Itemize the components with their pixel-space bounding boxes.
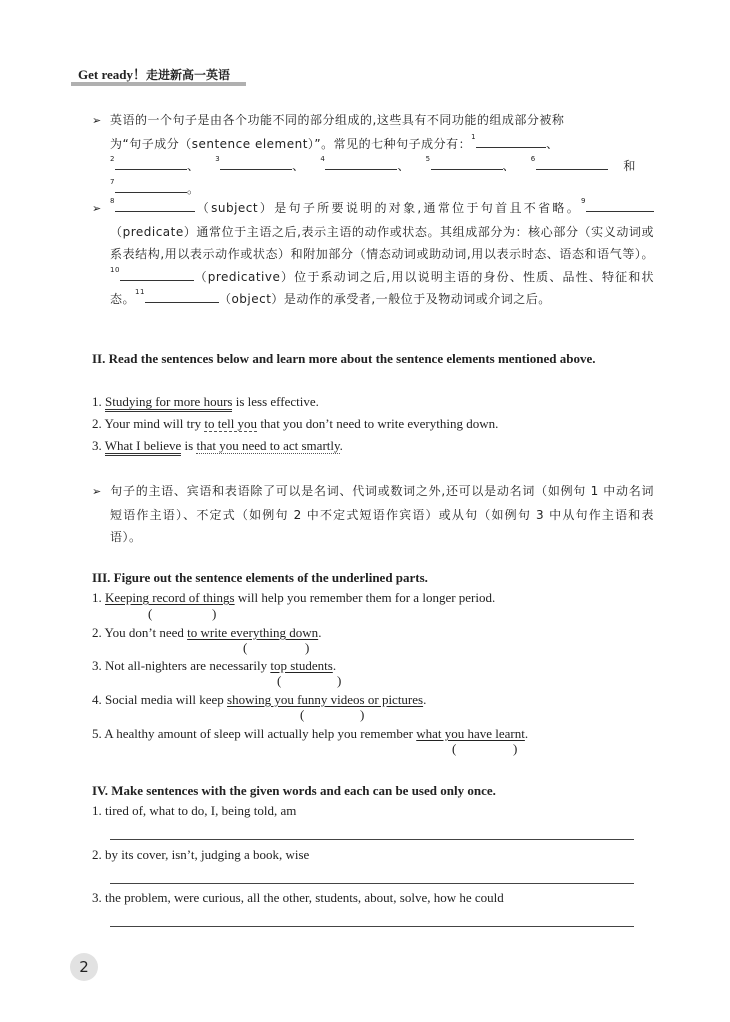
sentence-rest: . <box>524 726 529 741</box>
sentence-rest: that you don’t need to write everything down. <box>257 416 499 431</box>
object-underlined: to tell you <box>204 416 258 431</box>
answer-slot-4[interactable] <box>307 707 357 723</box>
exercise-4-item-3 <box>92 890 504 906</box>
blank-number: 7 <box>110 177 115 186</box>
predicative-underlined: that you need to act smartly <box>196 438 340 453</box>
answer-line-2[interactable] <box>110 883 634 884</box>
blank-number: 1 <box>471 132 477 141</box>
blank-6[interactable] <box>536 155 608 170</box>
blank-1[interactable] <box>476 133 546 148</box>
predicative-definition: （predicative）位于系动词之后,用以说明主语的身份、性质、品性、特征和状态。 <box>110 269 654 306</box>
answer-paren-close: ) <box>305 640 310 655</box>
underlined-part: what you have learnt <box>416 726 525 741</box>
underlined-part: top students <box>270 658 333 673</box>
separator: 、 <box>502 159 516 173</box>
item-number: 1. <box>92 394 102 409</box>
item-number: 1. <box>92 590 102 605</box>
blank-2[interactable] <box>115 155 187 170</box>
definitions-paragraph <box>92 197 654 311</box>
sentence-rest: . <box>339 438 343 453</box>
item-number: 5. <box>92 726 102 741</box>
triangle-bullet-icon: ➢ <box>92 485 102 498</box>
blank-number: 3 <box>215 155 221 163</box>
sentence-rest: is less effective. <box>232 394 319 409</box>
header-title-cn: 走进新高一英语 <box>146 68 231 82</box>
answer-paren-open: ( <box>300 707 305 722</box>
intro-line-1: 英语的一个句子是由各个功能不同的部分组成的,这些具有不同功能的组成部分被称 <box>110 113 565 127</box>
item-number: 3. <box>92 890 102 905</box>
subject-underlined: What I believe <box>105 438 182 456</box>
sentence-rest: will help you remember them for a longer period. <box>234 590 496 605</box>
triangle-bullet-icon: ➢ <box>92 202 102 215</box>
item-number: 3. <box>92 438 102 453</box>
item-number: 1. <box>92 803 102 818</box>
exercise-3-item-5 <box>92 726 528 742</box>
answer-paren-close: ) <box>513 741 518 756</box>
item-number: 2. <box>92 847 102 862</box>
sentence-rest: . <box>423 692 427 707</box>
example-sentence-1 <box>92 394 319 410</box>
intro-line-2: 为“句子成分（sentence element）”。常见的七种句子成分有： <box>110 136 472 151</box>
blank-number: 8 <box>110 197 115 205</box>
item-number: 3. <box>92 658 102 673</box>
answer-paren-open: ( <box>277 673 282 688</box>
underlined-part: Keeping record of things <box>105 590 235 605</box>
example-sentence-3 <box>92 438 343 454</box>
blank-number: 9 <box>581 197 586 205</box>
blank-number: 10 <box>110 265 120 274</box>
subject-underlined: Studying for more hours <box>105 394 232 412</box>
sentence-pre: Social media will keep <box>105 692 228 707</box>
example-sentence-2 <box>92 416 498 432</box>
blank-number: 2 <box>110 155 115 163</box>
predicate-definition: （predicate）通常位于主语之后,表示主语的动作或状态。其组成部分为：核心部分（实义动词或系表结构,用以表示动作或状态）和附加部分（情态动词或助动词,用以表示时态、语态和语气等）。 <box>110 224 654 261</box>
and-word: 和 <box>623 159 636 173</box>
answer-slot-5[interactable] <box>459 741 509 757</box>
object-definition: （object）是动作的承受者,一般位于及物动词或介词之后。 <box>218 292 551 306</box>
underlined-part: showing you funny videos or pictures <box>227 692 424 707</box>
blank-11[interactable] <box>145 288 219 303</box>
section-3-title: III. Figure out the sentence elements of the underlined parts. <box>92 570 428 585</box>
blank-8[interactable] <box>115 197 195 212</box>
blank-4[interactable] <box>325 155 397 170</box>
separator: 、 <box>186 159 200 173</box>
header-title-en: Get ready！ <box>78 67 146 82</box>
answer-paren-open: ( <box>243 640 248 655</box>
note-text: 句子的主语、宾语和表语除了可以是名词、代词或数词之外,还可以是动名词（如例句 1 中动名词短语作主语）、不定式（如例句 2 中不定式短语作宾语）或从句（如例句 3 中从句作主语和表语）。 <box>110 484 654 544</box>
sentence-pre: Not all-nighters are necessarily <box>105 658 271 673</box>
answer-paren-close: ) <box>212 606 217 621</box>
answer-paren-close: ) <box>360 707 365 722</box>
running-header <box>78 64 230 83</box>
exercise-4-item-1 <box>92 803 296 819</box>
triangle-bullet-icon: ➢ <box>92 114 102 127</box>
page-number: 2 <box>70 953 98 981</box>
header-rule <box>71 82 246 86</box>
answer-slot-3[interactable] <box>284 673 334 689</box>
answer-paren-close: ) <box>337 673 342 688</box>
sentence-rest: . <box>332 658 337 673</box>
answer-slot-2[interactable] <box>250 640 302 656</box>
blank-7[interactable] <box>115 178 187 193</box>
answer-slot-1[interactable] <box>155 606 210 622</box>
sentence-rest: . <box>318 625 322 640</box>
section-4-title: IV. Make sentences with the given words and each can be used only once. <box>92 783 496 798</box>
item-number: 2. <box>92 625 102 640</box>
exercise-3-item-4 <box>92 692 426 708</box>
item-number: 4. <box>92 692 102 707</box>
answer-line-1[interactable] <box>110 839 634 840</box>
exercise-3-item-2 <box>92 625 321 641</box>
section-2-note <box>92 480 654 549</box>
blank-3[interactable] <box>220 155 292 170</box>
blank-5[interactable] <box>431 155 503 170</box>
blank-number: 11 <box>135 288 145 296</box>
blank-number: 6 <box>530 155 536 163</box>
sentence-pre: You don’t need <box>104 625 188 640</box>
subject-definition: （subject）是句子所要说明的对象,通常位于句首且不省略。 <box>194 201 582 215</box>
sentence-mid: is <box>181 438 197 453</box>
period: 。 <box>186 181 200 196</box>
answer-paren-open: ( <box>452 741 457 756</box>
blank-number: 4 <box>320 155 326 163</box>
given-words: by its cover, isn’t, judging a book, wise <box>105 847 310 862</box>
sentence-pre: Your mind will try <box>104 416 205 431</box>
sentence-pre: A healthy amount of sleep will actually help you remember <box>104 726 417 741</box>
separator: 、 <box>292 159 305 173</box>
intro-paragraph <box>92 109 636 200</box>
separator: 、 <box>397 159 410 173</box>
blank-9[interactable] <box>586 197 654 212</box>
section-2-title: II. Read the sentences below and learn more about the sentence elements mentioned above. <box>92 351 596 366</box>
given-words: the problem, were curious, all the other, students, about, solve, how he could <box>105 890 504 905</box>
separator: 、 <box>546 136 559 151</box>
answer-line-3[interactable] <box>110 926 634 927</box>
exercise-3-item-3 <box>92 658 336 674</box>
underlined-part: to write everything down <box>187 625 319 640</box>
exercise-4-item-2 <box>92 847 309 863</box>
exercise-3-item-1 <box>92 590 495 606</box>
blank-10[interactable] <box>120 266 194 281</box>
given-words: tired of, what to do, I, being told, am <box>105 803 297 818</box>
blank-number: 5 <box>425 155 431 163</box>
answer-paren-open: ( <box>148 606 153 621</box>
item-number: 2. <box>92 416 102 431</box>
